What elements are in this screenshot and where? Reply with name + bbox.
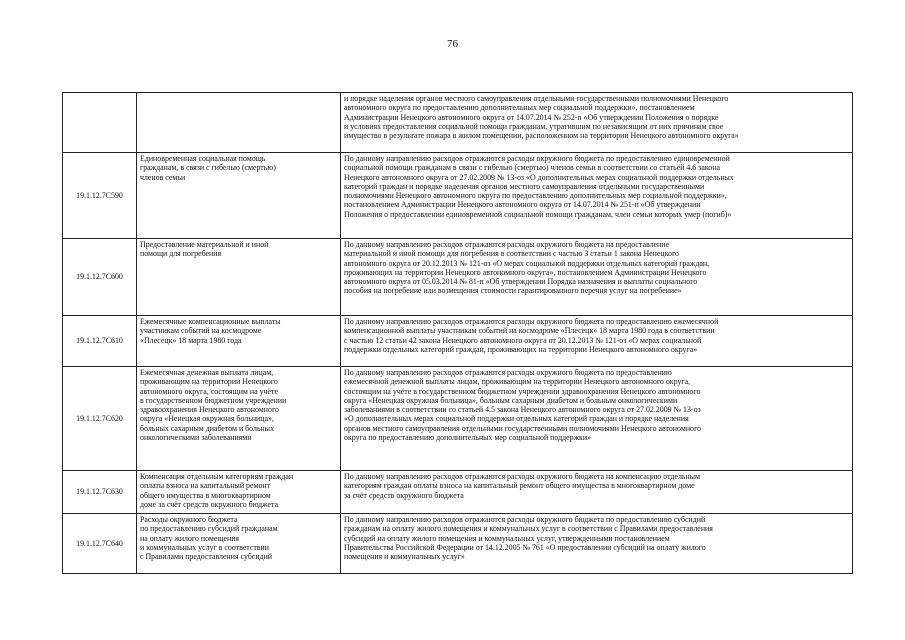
row-code [63, 93, 137, 153]
table-row [63, 239, 853, 316]
row-description [137, 316, 341, 367]
explanation-line: автономного округа по предоставлению дополнительных мер социальной поддержки», постановлением [344, 103, 695, 113]
explanation-line: за счёт средств окружного бюджета [344, 490, 464, 500]
description-line: с Правилами предоставления субсидий [140, 552, 273, 562]
description-line: Единовременная социальная помощь [140, 154, 266, 163]
description-line: Компенсация отдельным категориям граждан [140, 472, 294, 481]
description-line: проживающим на территории Ненецкого [140, 377, 278, 387]
description-line: Расходы окружного бюджета [140, 515, 238, 524]
explanation-line: полномочиями Ненецкого автономного округа по предоставлению дополнительных мер социальной поддержки», [344, 191, 727, 201]
row-code: 19.1.12.7С620 [63, 367, 137, 471]
row-code: 19.1.12.7С640 [63, 514, 137, 574]
table-row [63, 367, 853, 471]
row-code: 19.1.12.7С610 [63, 316, 137, 367]
explanation-line: помещения и коммунальных услуг» [344, 552, 465, 562]
row-description [137, 239, 341, 316]
description-line: помощи для погребения [140, 249, 222, 259]
description-line: членов семьи [140, 172, 186, 182]
description-line: по предоставлению субсидий гражданам [140, 524, 278, 534]
explanation-line: Положения о предоставлении единовременной социальной помощи гражданам, член семьи которых умер (погиб)» [344, 209, 732, 219]
explanation-line: с частью 12 статьи 42 закона Ненецкого автономного округа от 20.12.2013 № 121-оз «О мерах социальной [344, 335, 702, 345]
description-line: на оплату жилого помещения [140, 533, 240, 543]
row-code: 19.1.12.7С590 [63, 153, 137, 239]
description-line: участникам событий на космодроме [140, 326, 262, 336]
row-explanation [341, 316, 853, 367]
description-line: здравоохранения Ненецкого автономного [140, 405, 279, 415]
description-line: автономного округа, состоящим на учёте [140, 386, 278, 396]
explanation-line: органов местного самоуправления отдельными государственными полномочиями Ненецкого автономного [344, 423, 701, 433]
explanation-line: поддержки отдельных категорий граждан, проживающих на территории Ненецкого автономного округа» [344, 344, 698, 354]
explanation-line: материальной и иной помощи для погребения в соответствии с частью 3 статьи 1 закона Ненецкого [344, 249, 679, 259]
explanation-line: гражданам на оплату жилого помещения и коммунальных услуг в соответствии с Правилами предоставления [344, 524, 713, 534]
row-description [137, 153, 341, 239]
explanation-line: По данному направлению расходов отражаются расходы окружного бюджета по предоставлению единовременной [344, 154, 730, 163]
explanation-line: округа «Ненецкая окружная больница», больным сахарным диабетом и больным онкологическими [344, 395, 678, 405]
explanation-line: имущество в результате пожара в жилом помещении, расположенном на территории Ненецкого автономного округа» [344, 131, 739, 141]
description-line: гражданам, в связи с гибелью (смертью) [140, 163, 276, 173]
table-row [63, 316, 853, 367]
explanation-line: «О дополнительных мерах социальной поддержки отдельных категорий граждан и порядке наделения [344, 414, 689, 424]
page-number: 76 [447, 38, 458, 50]
explanation-line: пособия на погребение или возмещения стоимости гарантированного перечня услуг на погребение» [344, 286, 682, 296]
table-row [63, 471, 853, 514]
row-code: 19.1.12.7С600 [63, 239, 137, 316]
explanation-line: категориям граждан оплаты взноса на капитальный ремонт общего имущества в многоквартирном доме [344, 481, 695, 491]
row-explanation [341, 367, 853, 471]
description-line: Предоставление материальной и иной [140, 240, 269, 249]
explanation-line: заболеваниями в соответствии со статьей 4.5 закона Ненецкого автономного округа от 27.02.2009 № 13-оз [344, 405, 701, 415]
row-description [137, 93, 341, 153]
explanation-line: автономного округа от 20.12.2013 № 121-оз «О мерах социальной поддержки отдельных категорий граждан, [344, 258, 710, 268]
row-code: 19.1.12.7С630 [63, 471, 137, 514]
explanation-line: Ненецкого автономного округа от 27.02.2009 № 13-оз «О дополнительных мерах социальной поддержки отдельных [344, 172, 734, 182]
explanation-line: По данному направлению расходов отражаются расходы окружного бюджета по предоставлению [344, 368, 672, 377]
description-line: округа «Ненецкая окружная больница», [140, 414, 274, 424]
description-line: и коммунальных услуг в соответствии [140, 542, 269, 552]
explanation-line: состоящим на учёте в государственном бюджетном учреждении здравоохранения Ненецкого автономного [344, 386, 701, 396]
description-line: общего имущества в многоквартирном [140, 490, 271, 500]
description-line: в государственном бюджетном учреждении [140, 395, 287, 405]
row-explanation [341, 514, 853, 574]
explanation-line: постановлением Администрации Ненецкого автономного округа от 14.07.2014 № 251-п «Об утверждении [344, 200, 701, 210]
explanation-line: По данному направлению расходов отражаются расходы окружного бюджета на предоставление [344, 240, 669, 249]
explanation-line: По данному направлению расходов отражаются расходы окружного бюджета по предоставлению субсидий [344, 515, 706, 524]
classification-table [62, 92, 853, 574]
table-row [63, 153, 853, 239]
description-line: доме за счёт средств окружного бюджета [140, 499, 279, 509]
description-line: больных сахарным диабетом и больных [140, 423, 275, 433]
table-body [63, 93, 853, 574]
row-explanation [341, 471, 853, 514]
explanation-line: и условиях предоставления социальной помощи гражданам, утратившим по независящим от них причинам свое [344, 121, 724, 131]
table-row [63, 93, 853, 153]
explanation-line: Правительства Российской Федерации от 14.12.2005 № 761 «О предоставлении субсидий на оплату жилого [344, 542, 706, 552]
row-explanation [341, 239, 853, 316]
table-row [63, 514, 853, 574]
explanation-line: Администрации Ненецкого автономного округа от 14.07.2014 № 252-п «Об утверждении Положения о порядке [344, 112, 719, 122]
explanation-line: субсидий на оплату жилого помещения и коммунальных услуг, утвержденными постановлением [344, 533, 670, 543]
explanation-line: округа по предоставлению дополнительных мер социальной поддержки» [344, 433, 592, 443]
row-explanation [341, 153, 853, 239]
description-line: «Плесецк» 18 марта 1980 года [140, 335, 242, 345]
description-line: онкологическими заболеваниями [140, 433, 252, 443]
row-description [137, 471, 341, 514]
explanation-line: ежемесячной денежной выплаты лицам, проживающим на территории Ненецкого автономного округа, [344, 377, 691, 387]
row-description [137, 367, 341, 471]
description-line: оплаты взноса на капитальный ремонт [140, 481, 271, 491]
explanation-line: и порядке наделения органов местного самоуправления отдельными государственными полномочиями Ненецкого [344, 94, 729, 103]
explanation-line: проживающих на территории Ненецкого автономного округа», постановлением Администрации Ненецкого [344, 267, 707, 277]
explanation-line: социальной помощи гражданам в связи с гибелью (смертью) членов семьи в соответствии со статьёй 4.6 закона [344, 163, 720, 173]
explanation-line: По данному направлению расходов отражаются расходы окружного бюджета по предоставлению ежемесячной [344, 317, 719, 326]
description-line: Ежемесячные компенсационные выплаты [140, 317, 281, 326]
explanation-line: По данному направлению расходов отражаются расходы окружного бюджета на компенсацию отдельным [344, 472, 701, 481]
row-explanation [341, 93, 853, 153]
description-line: Ежемесячная денежная выплата лицам, [140, 368, 274, 377]
row-description [137, 514, 341, 574]
explanation-line: автономного округа от 05.03.2014 № 81-п «Об утверждении Порядка назначения и выплаты социального [344, 277, 698, 287]
explanation-line: компенсационной выплаты участникам событий на космодроме «Плесецк» 18 марта 1980 года в соответствии [344, 326, 715, 336]
explanation-line: категорий граждан и порядке наделения органов местного самоуправления отдельными государственными [344, 181, 705, 191]
